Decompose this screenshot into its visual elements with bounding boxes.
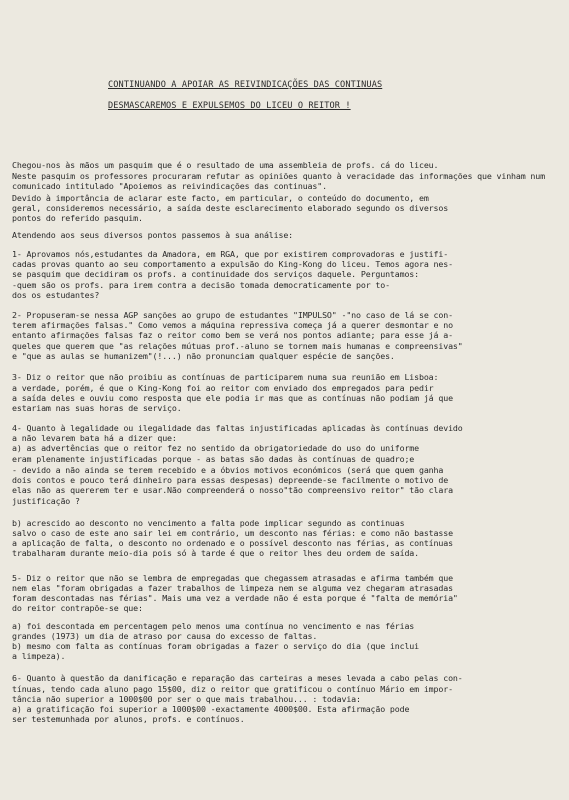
document-line: Atendendo aos seus diversos pontos passemos à sua análise: xyxy=(12,230,294,240)
document-line: a verdade, porém, é que o King-Kong foi ao reitor com enviado dos empregados para pedir xyxy=(12,383,434,393)
document-line: do reitor contrapõe-se que: xyxy=(12,603,143,613)
document-line: a aplicação de falta, o desconto no ordenado e o possível desconto nas férias, as contínuas xyxy=(12,538,453,548)
document-line: 1- Aprovamos nós,estudantes da Amadora, em RGA, que por existirem comprovadoras e justifi- xyxy=(12,249,449,259)
document-line: 2- Propuseram-se nessa AGP sanções ao grupo de estudantes "IMPULSO" -"no caso de lá se con- xyxy=(12,310,453,320)
document-line: a) foi descontada em percentagem pelo menos uma contínua no vencimento e nas férias xyxy=(12,621,415,631)
document-line: a limpeza). xyxy=(12,651,66,661)
document-line: b) acrescido ao desconto no vencimento a falta pode implicar segundo as continuas xyxy=(12,518,405,528)
document-line: trabalharam durante meio-dia pois só à tarde é que o reitor lhes deu ordem de saída. xyxy=(12,548,419,558)
document-line: dois contos e pouco terá dinheiro para essas despesas) depreende-se facilmente o motivo de xyxy=(12,475,449,485)
document-line: pontos do referido pasquim. xyxy=(12,213,143,223)
document-line: salvo o caso de este ano sair lei em contrário, um desconto nas férias: e como não bastasse xyxy=(12,528,453,538)
document-line: justificação ? xyxy=(12,496,80,506)
document-line: 3- Diz o reitor que não proibiu as contínuas de participarem numa sua reunião em Lisboa: xyxy=(12,372,439,382)
document-line: geral, consideremos necessário, a saída deste esclarecimento elaborado segundo os diversos xyxy=(12,203,449,213)
document-line: - devido a não ainda se terem recebido e a óbvios motivos económicos (será que quem ganha xyxy=(12,465,444,475)
document-line: b) mesmo com falta as contínuas foram obrigadas a fazer o serviço do dia (que inclui xyxy=(12,641,419,651)
document-line: tância não superior a 1000$00 por ser o que mais trabalhou... : todavia: xyxy=(12,694,361,704)
document-line: terem afirmações falsas." Como vemos a máquina repressiva começa já a querer desmontar e no xyxy=(12,320,453,330)
document-line: e "que as aulas se humanizem"(!...) não pronunciam qualquer espécie de sanções. xyxy=(12,351,395,361)
document-line: 4- Quanto à legalidade ou ilegalidade das faltas injustificadas aplicadas às contínuas devido xyxy=(12,423,463,433)
document-line: ser testemunhada por alunos, profs. e contínuos. xyxy=(12,714,245,724)
document-line: grandes (1973) um dia de atraso por causa do excesso de faltas. xyxy=(12,631,318,641)
document-line: -quem são os profs. para irem contra a decisão tomada democraticamente por to- xyxy=(12,280,390,290)
document-line: queles que querem que "as relações mútuas prof.-aluno se tornem mais humanas e compreensivas" xyxy=(12,341,463,351)
document-line: dos os estudantes? xyxy=(12,290,100,300)
document-line: entanto afirmações falsas faz o reitor como bem se verá nos pontos adiante; para esse já a- xyxy=(12,330,453,340)
document-line: cadas provas quanto ao seu comportamento a expulsão do King-Kong do liceu. Temos agora nes- xyxy=(12,259,453,269)
document-line: tínuas, tendo cada aluno pago 15$00, diz o reitor que gratificou o contínuo Mário em impor- xyxy=(12,684,453,694)
document-line: eram plenamente injustificadas porque - as batas são dadas às contínuas de quadro;e xyxy=(12,454,415,464)
document-title-line-1: CONTINUANDO A APOIAR AS REIVINDICAÇÕES DAS CONTINUAS xyxy=(108,80,383,90)
document-line: a não levarem bata há a dizer que: xyxy=(12,433,177,443)
document-line: elas não as quererem ter e usar.Não compreenderá o nosso"tão compreensivo reitor" tão clara xyxy=(12,485,453,495)
document-line: Neste pasquim os professores procuraram refutar as opiniões quanto à veracidade das informações que vinham num xyxy=(12,171,545,181)
document-line: 5- Diz o reitor que não se lembra de empregadas que chegassem atrasadas e afirma também que xyxy=(12,573,453,583)
document-line: a saída deles e ouviu como resposta que ele podia ir mas que as contínuas não podiam já que xyxy=(12,393,453,403)
document-line: se pasquim que decidiram os profs. a continuidade dos serviços daquele. Perguntamos: xyxy=(12,269,419,279)
document-line: a) as advertências que o reitor fez no sentido da obrigatoriedade do uso do uniforme xyxy=(12,443,419,453)
document-line: nem elas "foram obrigadas a fazer trabalhos de limpeza nem se alguma vez chegaram atrasadas xyxy=(12,583,453,593)
document-line: estariam nas suas horas de serviço. xyxy=(12,403,182,413)
document-line: Chegou-nos às mãos um pasquim que é o resultado de uma assembleia de profs. cá do liceu. xyxy=(12,160,439,170)
document-line: comunicado intitulado "Apoiemos as reivindicações das continuas". xyxy=(12,181,327,191)
document-line: Devido à importância de aclarar este facto, em particular, o conteúdo do documento, em xyxy=(12,193,429,203)
document-line: foram descontadas nas férias". Mais uma vez a verdade não é esta porque é "falta de memória" xyxy=(12,593,458,603)
document-line: a) a gratificação foi superior a 1000$00 -exactamente 4000$00. Esta afirmação pode xyxy=(12,704,410,714)
document-title-line-2: DESMASCAREMOS E EXPULSEMOS DO LICEU O REITOR ! xyxy=(108,101,351,111)
document-line: 6- Quanto à questão da danificação e reparação das carteiras a meses levada a cabo pelas con- xyxy=(12,673,463,683)
